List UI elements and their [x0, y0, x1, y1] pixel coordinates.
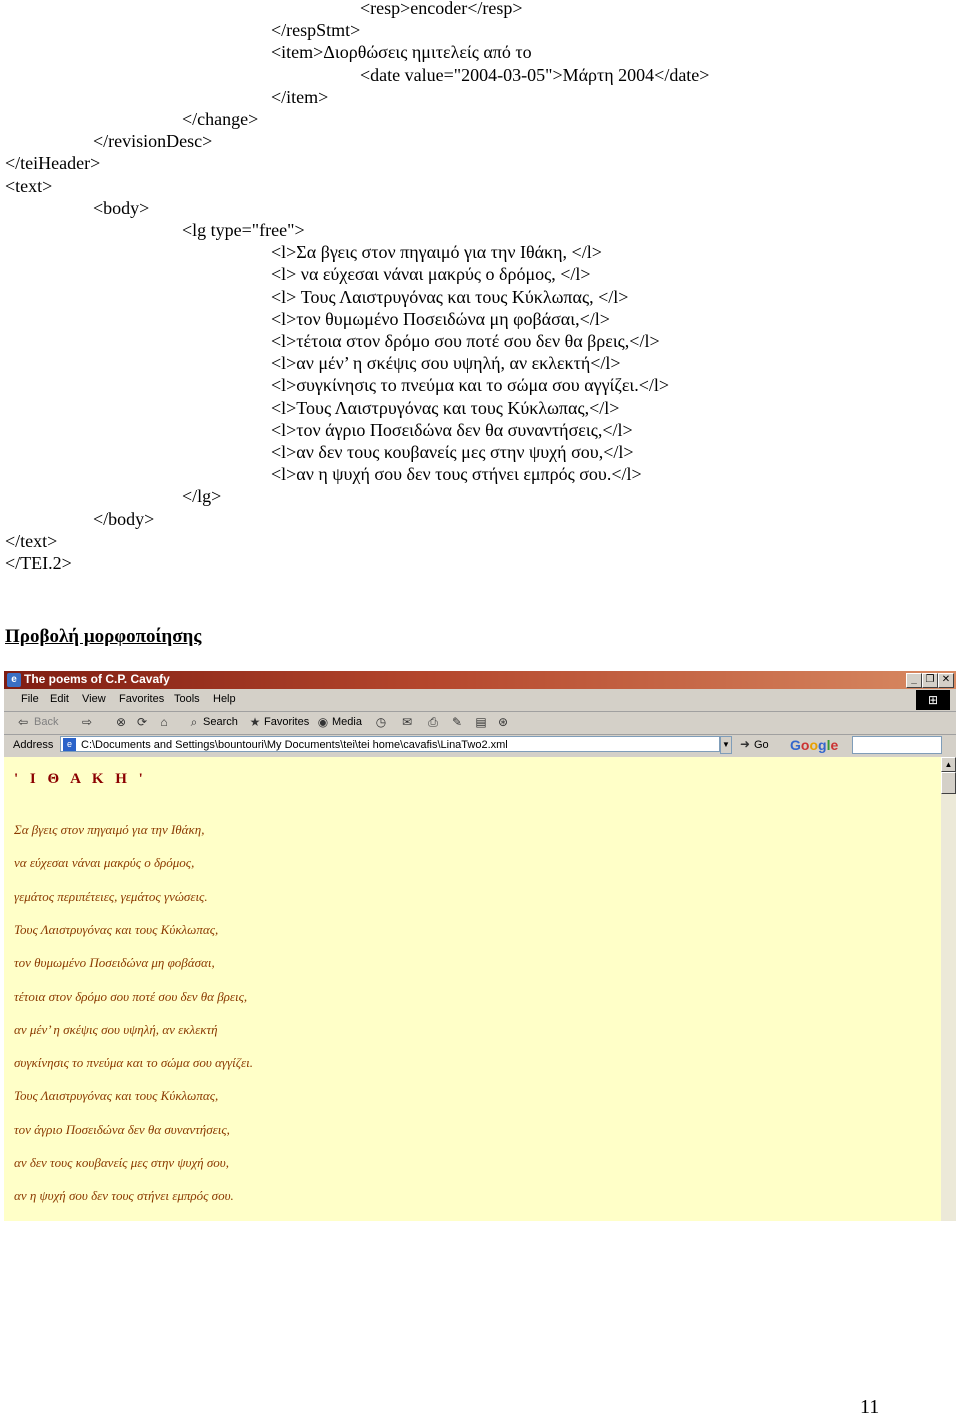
poem-line: αν η ψυχή σου δεν τους στήνει εμπρός σου.: [14, 1188, 234, 1204]
section-heading: Προβολή μορφοποίησης: [5, 626, 202, 647]
xml-line: <l>αν δεν τους κουβανείς μες στην ψυχή σου,</l>: [271, 442, 634, 462]
poem-line: τον άγριο Ποσειδώνα δεν θα συναντήσεις,: [14, 1121, 230, 1137]
poem-line: Τους Λαιστρυγόνας και τους Κύκλωπας,: [14, 1088, 219, 1104]
vertical-scrollbar[interactable]: [941, 757, 956, 1221]
go-arrow-icon[interactable]: ➜: [739, 737, 751, 751]
address-label: Address: [13, 739, 54, 751]
menu-edit[interactable]: Edit: [50, 693, 69, 705]
forward-arrow-icon[interactable]: ⇨: [81, 715, 93, 729]
xml-line: <l>τον θυμωμένο Ποσειδώνα μη φοβάσαι,</l>: [271, 308, 610, 329]
refresh-icon[interactable]: ⟳: [136, 715, 148, 729]
xml-line: <item>Διορθώσεις ημιτελείς από το: [271, 42, 532, 63]
windows-logo-icon: ⊞: [916, 690, 950, 710]
xml-line: </teiHeader>: [5, 153, 101, 174]
minimize-icon[interactable]: _: [906, 673, 922, 688]
discuss-icon[interactable]: ▤: [475, 715, 487, 729]
media-button[interactable]: Media: [332, 716, 362, 728]
scroll-up-icon[interactable]: ▲: [941, 757, 956, 772]
browser-window: [4, 671, 956, 1221]
google-search-input[interactable]: [852, 736, 942, 754]
poem-line: γεμάτος περιπέτειες, γεμάτος γνώσεις.: [14, 888, 208, 904]
title-bar: [4, 671, 956, 689]
page-icon: e: [63, 738, 76, 751]
back-button[interactable]: Back: [34, 716, 59, 728]
toolbar: [4, 712, 956, 735]
xml-line: <l>Σα βγεις στον πηγαιμό για την Ιθάκη, </l>: [271, 242, 602, 263]
page-number: 11: [860, 1396, 880, 1418]
edit-icon[interactable]: ✎: [451, 715, 463, 729]
xml-line: <l>τον άγριο Ποσειδώνα δεν θα συναντήσεις,</l>: [271, 419, 633, 440]
xml-line: </TEI.2>: [5, 553, 72, 573]
xml-line: <l>αν μέν’ η σκέψις σου υψηλή, αν εκλεκτή</l>: [271, 353, 621, 374]
go-button[interactable]: Go: [754, 739, 769, 751]
favorites-star-icon[interactable]: ★: [249, 715, 261, 729]
xml-line: </item>: [271, 86, 329, 107]
chevron-down-icon[interactable]: ▼: [720, 736, 732, 754]
address-input[interactable]: C:\Documents and Settings\bountouri\My Documents\tei\tei home\cavafis\LinaTwo2.xml: [60, 736, 720, 752]
xml-line: <l>τέτοια στον δρόμο σου ποτέ σου δεν θα βρεις,</l>: [271, 331, 660, 351]
print-icon[interactable]: ⎙: [428, 715, 438, 729]
xml-line: </respStmt>: [271, 20, 361, 41]
mail-icon[interactable]: ✉: [401, 715, 413, 729]
poem-line: να εύχεσαι νάναι μακρύς ο δρόμος,: [14, 855, 195, 871]
media-icon[interactable]: ◉: [317, 715, 329, 729]
poem-line: συγκίνησις το πνεύμα και το σώμα σου αγγίζει.: [14, 1055, 253, 1071]
back-arrow-icon[interactable]: ⇦: [17, 715, 29, 729]
menu-file[interactable]: File: [21, 693, 39, 705]
poem-line: αν δεν τους κουβανείς μες στην ψυχή σου,: [14, 1155, 230, 1170]
xml-line: </body>: [93, 508, 155, 529]
home-icon[interactable]: ⌂: [160, 715, 168, 729]
xml-line: <l> να εύχεσαι νάναι μακρύς ο δρόμος, </l>: [271, 264, 591, 285]
xml-line: <date value="2004-03-05">Μάρτη 2004</date>: [360, 64, 710, 85]
ie-icon: e: [7, 673, 21, 687]
poem-line: τέτοια στον δρόμο σου ποτέ σου δεν θα βρεις,: [14, 988, 248, 1004]
window-title: The poems of C.P. Cavafy: [24, 672, 170, 686]
xml-line: </change>: [182, 109, 259, 129]
menu-help[interactable]: Help: [213, 693, 236, 705]
xml-line: <l> Τους Λαιστρυγόνας και τους Κύκλωπας, </l>: [271, 286, 629, 307]
stop-icon[interactable]: ⊗: [115, 715, 127, 729]
xml-line: <text>: [5, 175, 53, 196]
xml-line: <l>αν η ψυχή σου δεν τους στήνει εμπρός σου.</l>: [271, 464, 642, 485]
google-toolbar-logo[interactable]: Google: [790, 737, 839, 753]
xml-line: <lg type="free">: [182, 220, 305, 240]
address-bar: [4, 734, 956, 758]
poem-line: Σα βγεις στον πηγαιμό για την Ιθάκη,: [14, 822, 205, 837]
search-icon[interactable]: ⌕: [190, 715, 198, 729]
xml-line: <resp>encoder</resp>: [360, 0, 523, 18]
page-content: [4, 757, 941, 1221]
xml-line: <l>συγκίνησις το πνεύμα και το σώμα σου αγγίζει.</l>: [271, 375, 670, 396]
xml-line: </lg>: [182, 486, 222, 507]
restore-icon[interactable]: ❐: [922, 673, 938, 688]
xml-line: <l>Τους Λαιστρυγόνας και τους Κύκλωπας,</l>: [271, 397, 620, 418]
search-button[interactable]: Search: [203, 716, 238, 728]
close-icon[interactable]: ✕: [938, 673, 954, 688]
menu-favorites[interactable]: Favorites: [119, 693, 165, 705]
history-icon[interactable]: ◷: [375, 715, 387, 729]
poem-title: ' Ι Θ Α Κ Η ': [14, 771, 147, 787]
menu-tools[interactable]: Tools: [174, 693, 200, 705]
poem-line: αν μέν’ η σκέψις σου υψηλή, αν εκλεκτή: [14, 1021, 218, 1037]
poem-line: Τους Λαιστρυγόνας και τους Κύκλωπας,: [14, 921, 219, 937]
favorites-button[interactable]: Favorites: [264, 716, 310, 728]
menu-view[interactable]: View: [82, 693, 106, 705]
xml-line: <body>: [93, 197, 150, 218]
menu-bar: [4, 689, 956, 712]
poem-line: τον θυμωμένο Ποσειδώνα μη φοβάσαι,: [14, 955, 215, 971]
messenger-icon[interactable]: ⊛: [497, 715, 509, 729]
scroll-thumb[interactable]: [941, 772, 956, 794]
xml-line: </revisionDesc>: [93, 131, 213, 152]
xml-line: </text>: [5, 530, 58, 551]
